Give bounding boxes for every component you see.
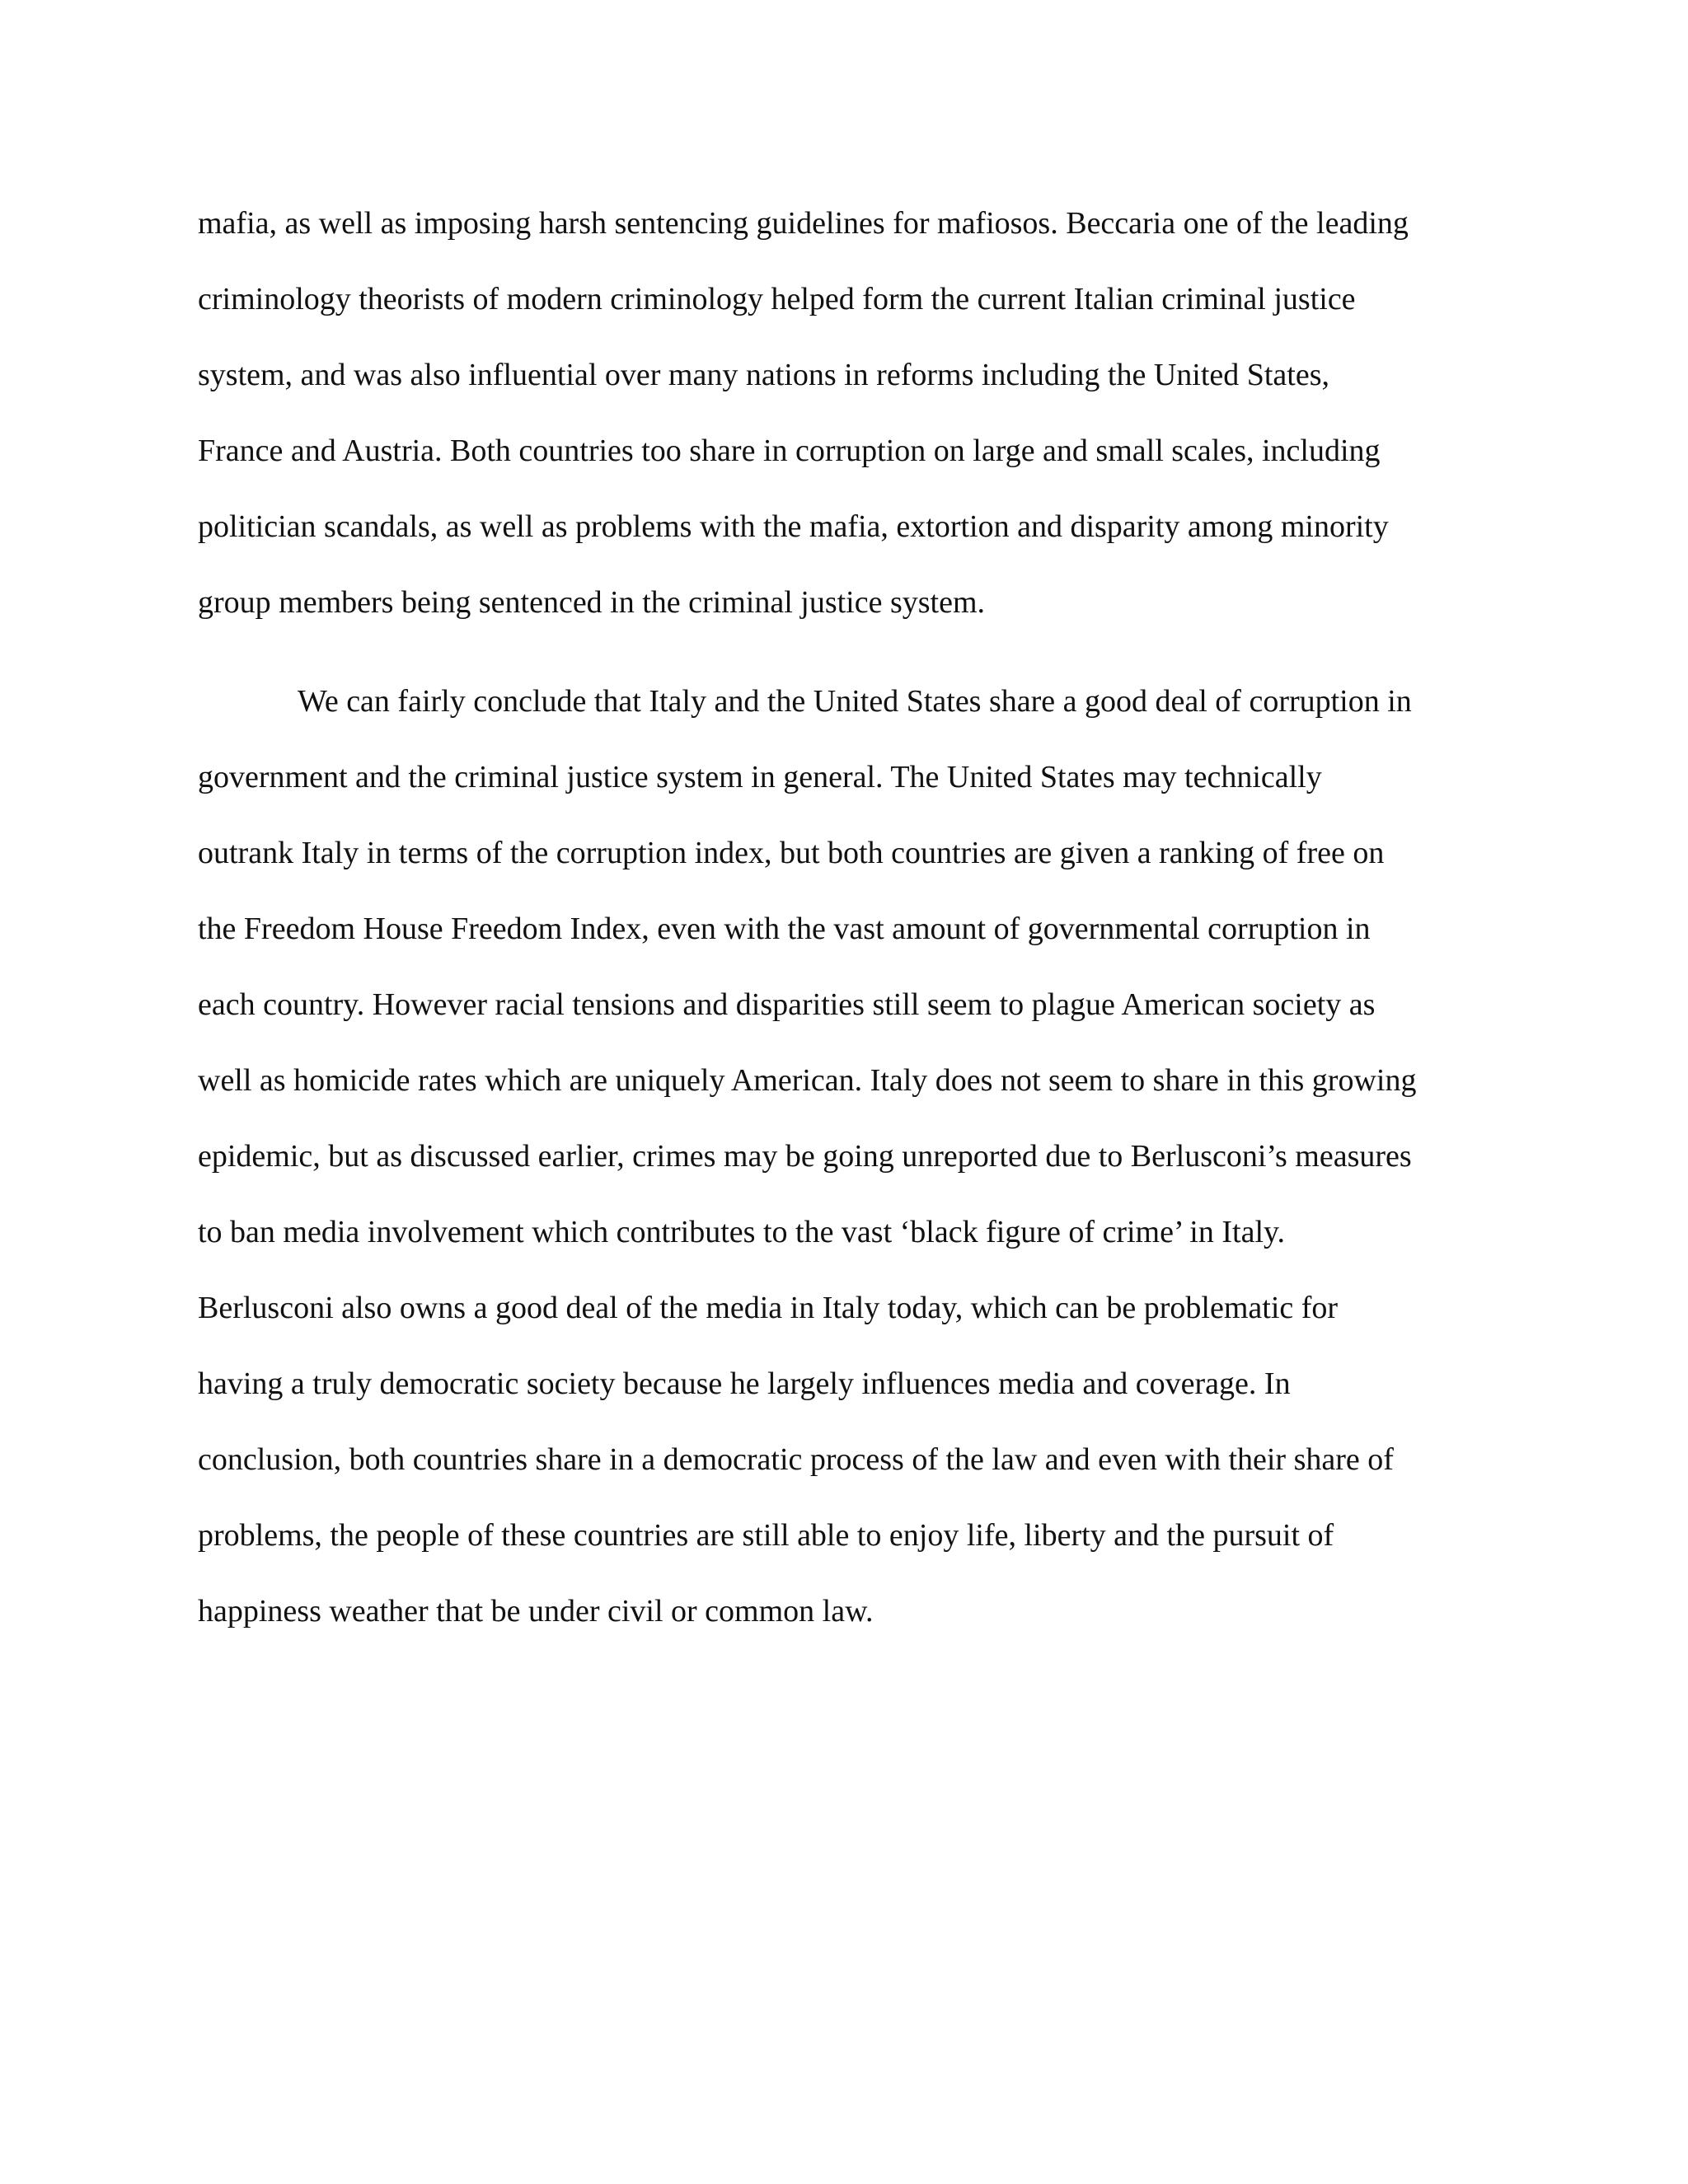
paragraph-line: criminology theorists of modern criminology helped form the current Italian criminal justice bbox=[198, 282, 1356, 316]
paragraph-line: group members being sentenced in the criminal justice system. bbox=[198, 585, 986, 620]
paragraph-line: Berlusconi also owns a good deal of the media in Italy today, which can be problematic for bbox=[198, 1291, 1339, 1325]
paragraph-1 bbox=[198, 185, 1508, 640]
paragraph-line: having a truly democratic society because he largely influences media and coverage. In bbox=[198, 1366, 1291, 1401]
paragraph-line: politician scandals, as well as problems with the mafia, extortion and disparity among minority bbox=[198, 509, 1389, 544]
paragraph-line: government and the criminal justice system in general. The United States may technically bbox=[198, 760, 1322, 794]
paragraph-line: problems, the people of these countries are still able to enjoy life, liberty and the pursuit of bbox=[198, 1518, 1334, 1553]
paragraph-line: each country. However racial tensions and disparities still seem to plague American society as bbox=[198, 987, 1376, 1022]
paragraph-line: the Freedom House Freedom Index, even with the vast amount of governmental corruption in bbox=[198, 912, 1371, 946]
paragraph-line: well as homicide rates which are uniquely American. Italy does not seem to share in this growing bbox=[198, 1063, 1417, 1098]
paragraph-line: France and Austria. Both countries too share in corruption on large and small scales, including bbox=[198, 434, 1381, 468]
paragraph-line: to ban media involvement which contributes to the vast ‘black figure of crime’ in Italy. bbox=[198, 1215, 1286, 1249]
paragraph-line: happiness weather that be under civil or common law. bbox=[198, 1594, 874, 1629]
paragraph-line: outrank Italy in terms of the corruption index, but both countries are given a ranking of free on bbox=[198, 836, 1385, 870]
paragraph-line: epidemic, but as discussed earlier, crimes may be going unreported due to Berlusconi’s measures bbox=[198, 1139, 1412, 1174]
document-body bbox=[198, 185, 1508, 1649]
paragraph-2 bbox=[198, 663, 1508, 1649]
paragraph-line: conclusion, both countries share in a democratic process of the law and even with their share of bbox=[198, 1442, 1394, 1477]
paragraph-line: We can fairly conclude that Italy and the United States share a good deal of corruption in bbox=[298, 684, 1412, 719]
paragraph-line: mafia, as well as imposing harsh sentencing guidelines for mafiosos. Beccaria one of the leading bbox=[198, 206, 1409, 241]
paragraph-spacer bbox=[198, 640, 1508, 663]
paragraph-line: system, and was also influential over many nations in reforms including the United States, bbox=[198, 358, 1330, 392]
